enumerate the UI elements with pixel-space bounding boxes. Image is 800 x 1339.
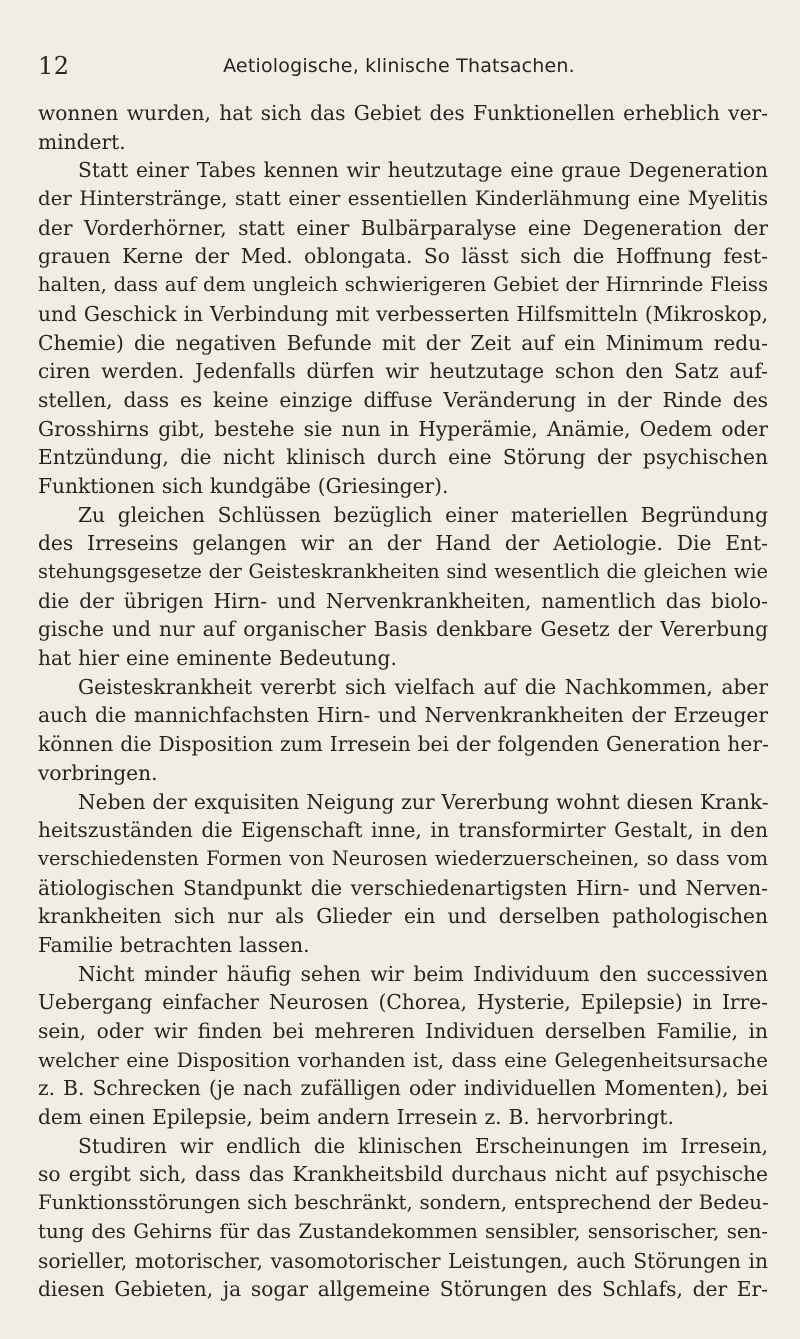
text-line: Funktionsstörungen sich beschränkt, sondern, entsprechend der Bedeu- (38, 1191, 769, 1215)
text-line: diesen Gebieten, ja sogar allgemeine Störungen des Schlafs, der Er- (38, 1277, 768, 1302)
text-line: des Irreseins gelangen wir an der Hand der Aetiologie. Die Ent- (38, 531, 768, 556)
text-line: die der übrigen Hirn- und Nervenkrankheiten, namentlich das biolo- (38, 588, 768, 613)
text-line: stellen, dass es keine einzige diffuse Veränderung in der Rinde des (38, 387, 768, 412)
text-line: Funktionen sich kundgäbe (Griesinger). (38, 473, 449, 498)
text-line: Nicht minder häufig sehen wir beim Individuum den successiven (78, 961, 768, 986)
text-line: heitszuständen die Eigenschaft inne, in transformirter Gestalt, in den (38, 818, 768, 843)
text-line: auch die mannichfachsten Hirn- und Nervenkrankheiten der Erzeuger (38, 703, 768, 728)
text-line: Zu gleichen Schlüssen bezüglich einer materiellen Begründung (78, 502, 768, 527)
text-line: Studiren wir endlich die klinischen Erscheinungen im Irresein, (78, 1133, 768, 1158)
text-line: Entzündung, die nicht klinisch durch eine Störung der psychischen (38, 445, 768, 470)
text-line: z. B. Schrecken (je nach zufälligen oder individuellen Momenten), bei (38, 1076, 768, 1101)
text-line: Uebergang einfacher Neurosen (Chorea, Hysterie, Epilepsie) in Irre- (38, 990, 768, 1015)
text-line: Neben der exquisiten Neigung zur Vererbung wohnt diesen Krank- (78, 789, 769, 814)
text-line: sein, oder wir finden bei mehreren Individuen derselben Familie, in (38, 1019, 768, 1043)
text-line: Geisteskrankheit vererbt sich vielfach auf die Nachkommen, aber (78, 674, 768, 699)
text-line: Familie betrachten lassen. (38, 932, 310, 957)
text-line: Chemie) die negativen Befunde mit der Zeit auf ein Minimum redu- (38, 330, 768, 355)
page-header (38, 52, 760, 86)
text-line: so ergibt sich, dass das Krankheitsbild durchaus nicht auf psychische (38, 1162, 768, 1187)
text-line: Grosshirns gibt, bestehe sie nun in Hyperämie, Anämie, Oedem oder (38, 416, 768, 441)
text-line: grauen Kerne der Med. oblongata. So lässt sich die Hoffnung fest- (38, 244, 768, 269)
page-number: 12 (38, 52, 70, 80)
text-line: der Vorderhörner, statt einer Bulbärparalyse eine Degeneration der (38, 215, 768, 240)
text-line: dem einen Epilepsie, beim andern Irresein z. B. hervorbringt. (38, 1105, 674, 1130)
text-line: krankheiten sich nur als Glieder ein und derselben pathologischen (38, 904, 768, 929)
text-line: und Geschick in Verbindung mit verbesserten Hilfsmitteln (Mikroskop, (38, 301, 768, 326)
text-line: stehungsgesetze der Geisteskrankheiten sind wesentlich die gleichen wie (38, 560, 768, 583)
text-line: der Hinterstränge, statt einer essentiellen Kinderlähmung eine Myelitis (38, 187, 768, 211)
running-title: Aetiologische, klinische Thatsachen. (223, 55, 575, 77)
text-line: halten, dass auf dem ungleich schwierigeren Gebiet der Hirnrinde Fleiss (38, 273, 768, 297)
text-line: welcher eine Disposition vorhanden ist, dass eine Gelegenheitsursache (38, 1047, 768, 1072)
text-line: Statt einer Tabes kennen wir heutzutage eine graue Degeneration (78, 158, 768, 183)
body-text (38, 99, 768, 1304)
text-line: ätiologischen Standpunkt die verschiedenartigsten Hirn- und Nerven- (38, 875, 768, 900)
text-line: können die Disposition zum Irresein bei der folgenden Generation her- (38, 732, 769, 757)
text-line: mindert. (38, 129, 126, 154)
text-line: hat hier eine eminente Bedeutung. (38, 646, 397, 671)
text-line: wonnen wurden, hat sich das Gebiet des Funktionellen erheblich ver- (38, 101, 768, 125)
text-line: tung des Gehirns für das Zustandekommen sensibler, sensorischer, sen- (38, 1219, 768, 1243)
text-line: sorieller, motorischer, vasomotorischer Leistungen, auch Störungen in (38, 1248, 768, 1273)
text-line: gische und nur auf organischer Basis denkbare Gesetz der Vererbung (38, 617, 768, 642)
text-line: vorbringen. (38, 760, 158, 785)
text-line: verschiedensten Formen von Neurosen wiederzuerscheinen, so dass vom (38, 846, 768, 870)
text-line: ciren werden. Jedenfalls dürfen wir heutzutage schon den Satz auf- (38, 359, 768, 384)
